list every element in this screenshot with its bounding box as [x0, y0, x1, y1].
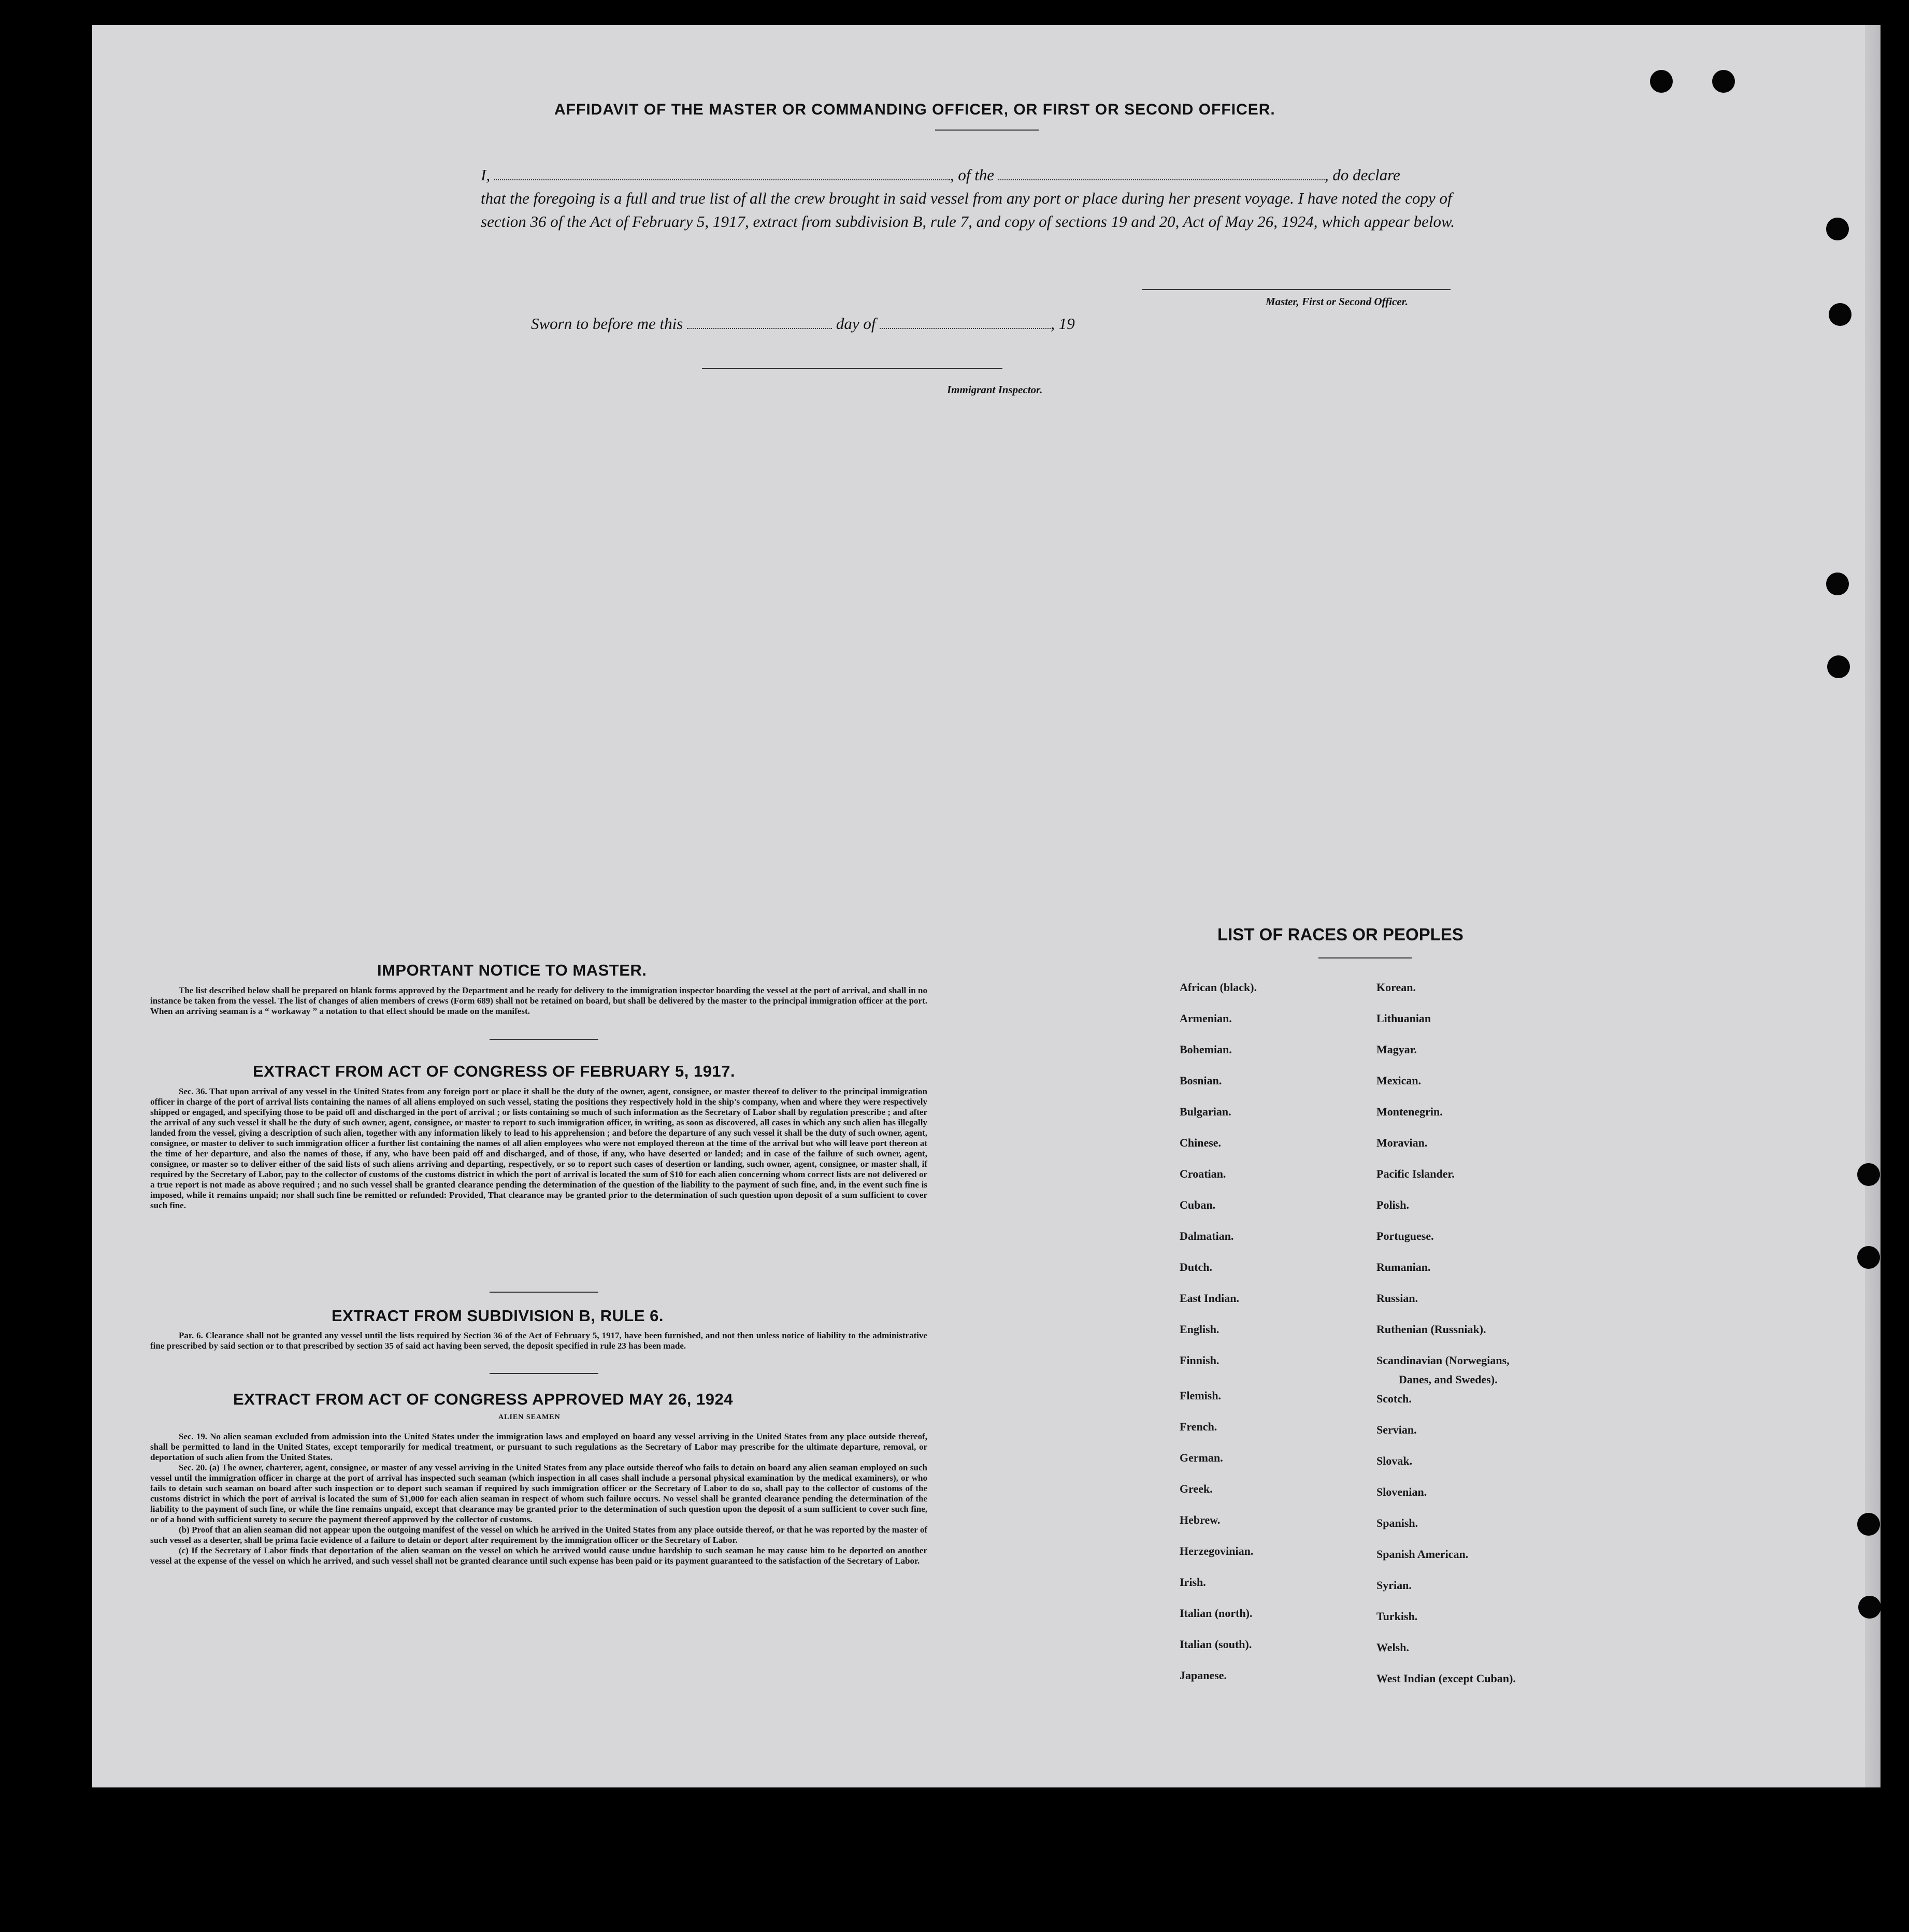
extract-rule6-text — [150, 1330, 927, 1351]
race-item: Bohemian. — [1180, 1043, 1232, 1056]
race-item: Mexican. — [1376, 1074, 1422, 1087]
punch-hole — [1712, 70, 1735, 93]
notice-paragraph: The list described below shall be prepared on blank forms approved by the Department and be ready for delivery to the immigration inspector boarding the vessel at the port of arrival, and shall in no instance be taken from the vessel. The list of changes of alien members of crews (Form 689) shall not be retained on board, but shall be delivered by the master to the principal immigration officer at the port. When an arriving seaman is a “ workaway ” a notation to that effect should be made on the manifest. — [150, 985, 927, 1016]
race-item: Armenian. — [1180, 1012, 1232, 1025]
name-blank[interactable] — [494, 165, 950, 180]
races-title-divider — [1318, 957, 1412, 958]
race-item: Syrian. — [1376, 1579, 1412, 1592]
title-divider — [935, 130, 1039, 131]
punch-hole — [1650, 70, 1673, 93]
race-item: Korean. — [1376, 981, 1416, 994]
race-item: East Indian. — [1180, 1292, 1239, 1305]
sec-19-paragraph: Sec. 19. No alien seaman excluded from admission into the United States under the immigration laws and employed on board any vessel arriving in the United States from any place outside thereof, shall be permitted to land in the United States, except temporarily for medical treatment, or pursuant to such regulations as the Secretary of Labor may prescribe for the ultimate departure, removal, or deportation of such alien from the United States. — [150, 1432, 927, 1462]
race-item: French. — [1180, 1420, 1217, 1433]
race-item: Rumanian. — [1376, 1261, 1431, 1273]
declaration-text: that the foregoing is a full and true list of all the crew brought in said vessel from any port or place during her present voyage. I have noted the copy of section 36 of the Act of February 5, 1917, extract from subdivision B, rule 7, and copy of sections 19 and 20, Act of May 26, 1924, which appear below. — [481, 189, 1455, 231]
race-item: Portuguese. — [1376, 1229, 1434, 1242]
extract-rule6-paragraph: Par. 6. Clearance shall not be granted any vessel until the lists required by Section 36 of the Act of February 5, 1917, have been furnished, and not then unless notice of liability to the administrative fine prescribed by said section or to that prescribed by section 35 of said act having been served, the deposit specified in rule 23 has been made. — [150, 1330, 927, 1351]
sworn-label: Sworn to before me this — [531, 314, 683, 333]
race-item: German. — [1180, 1451, 1223, 1464]
affidavit-title: AFFIDAVIT OF THE MASTER OR COMMANDING OFFICER, OR FIRST OR SECOND OFFICER. — [554, 101, 1275, 118]
notice-text — [150, 985, 927, 1017]
sworn-day-blank[interactable] — [687, 313, 832, 329]
sworn-month-blank[interactable] — [880, 313, 1051, 329]
extract-1924-title: EXTRACT FROM ACT OF CONGRESS APPROVED MAY 26, 1924 — [233, 1390, 733, 1408]
alien-seamen-subtitle: ALIEN SEAMEN — [498, 1413, 561, 1421]
extract-1924-text — [150, 1432, 927, 1566]
affidavit-declaration — [481, 163, 1491, 233]
race-item: Polish. — [1376, 1198, 1409, 1211]
race-item: Lithuanian — [1376, 1012, 1431, 1025]
race-item: Finnish. — [1180, 1354, 1219, 1367]
race-item: Bulgarian. — [1180, 1105, 1231, 1118]
sec-20a-paragraph: Sec. 20. (a) The owner, charterer, agent, consignee, or master of any vessel arriving in the United States from any place outside thereof who fails to detain on board any alien seaman employed on such vessel until the immigration officer in charge at the port of arrival has inspected such seaman (which inspection in all cases shall include a personal physical examination by the medical examiners), or who fails to detain such seaman on board after such inspection or to deport such seaman if required by such immigration officer or the Secretary of Labor to do so, shall pay to the collector of customs of the customs district in which the port of arrival is located the sum of $1,000 for each alien seaman in respect of whom such failure occurs. No vessel shall be granted clearance pending the determination of the liability to the payment of such fine, or while the fine remains unpaid, except that clearance may be granted prior to the determination of such question upon the deposit of a sum sufficient to cover such fine, or of a bond with sufficient surety to secure the payment thereof approved by the collector of customs. — [150, 1463, 927, 1524]
race-item: Welsh. — [1376, 1641, 1409, 1654]
race-item: Slovenian. — [1376, 1485, 1427, 1498]
race-item: Herzegovinian. — [1180, 1544, 1254, 1557]
race-item: Chinese. — [1180, 1136, 1222, 1149]
races-title: LIST OF RACES OR PEOPLES — [1217, 925, 1463, 944]
race-item: Ruthenian (Russniak). — [1376, 1323, 1486, 1336]
race-item: Cuban. — [1180, 1198, 1216, 1211]
race-item: Russian. — [1376, 1292, 1418, 1305]
i-label: I, — [481, 166, 491, 184]
race-item-continuation: Danes, and Swedes). — [1399, 1373, 1498, 1386]
extract-1917-paragraph: Sec. 36. That upon arrival of any vessel in the United States from any foreign port or place it shall be the duty of the owner, agent, consignee, or master thereof to deliver to the principal immigration officer in charge of the port of arrival lists containing the names of all aliens employed on such vessel, stating the positions they respectively hold in the ship's company, when and where they were respectively shipped or engaged, and specifying those to be paid off and discharged in the port of arrival ; or lists containing so much of such information as the Secretary of Labor shall by regulation prescribe ; and after the arrival of any such vessel it shall be the duty of such owner, agent, consignee, or master to report to such immigration officer, in writing, as soon as discovered, all cases in which any such alien has illegally landed from the vessel, giving a description of such alien, together with any information likely to lead to his apprehension ; and before the departure of any such vessel it shall be the duty of such owner, agent, consignee, or master to deliver to such immigration officer a further list containing the names of all alien employees who were not employed thereon at the time of the arrival but who will leave port thereon at the time of her departure, and also the names of those, if any, who have been paid off and discharged, and of those, if any, who have deserted or landed; and in case of the failure of such owner, agent, consignee, or master so to deliver either of the said lists of such aliens arriving and departing, respectively, or so to report such cases of desertion or landing, such owner, agent, consignee, or master shall, if required by the Secretary of Labor, pay to the collector of customs of the customs district in which the port of arrival is located the sum of $10 for each alien concerning whom correct lists are not delivered or a true report is not made as above required ; and no such vessel shall be granted clearance pending the determination of the question of the liability to the payment of such fine, and, in the event such fine is imposed, while it remains unpaid; nor shall such fine be remitted or refunded: Provided, That clearance may be granted prior to the determination of such question upon deposit of a sum sufficient to cover such fine. — [150, 1086, 927, 1210]
inspector-signature-line — [702, 368, 1002, 369]
race-item: Scandinavian (Norwegians, — [1376, 1354, 1510, 1367]
race-item: English. — [1180, 1323, 1219, 1336]
sworn-line — [531, 313, 1075, 333]
notice-title: IMPORTANT NOTICE TO MASTER. — [377, 961, 647, 979]
inspector-label: Immigrant Inspector. — [947, 383, 1043, 396]
race-item: Spanish. — [1376, 1516, 1418, 1529]
punch-hole — [1829, 303, 1851, 326]
punch-hole — [1826, 218, 1849, 240]
punch-hole — [1857, 1513, 1880, 1536]
race-item: Hebrew. — [1180, 1513, 1221, 1526]
master-signature-label: Master, First or Second Officer. — [1266, 295, 1408, 308]
vessel-blank[interactable] — [998, 165, 1325, 180]
race-item: Slovak. — [1376, 1454, 1413, 1467]
race-item: Moravian. — [1376, 1136, 1428, 1149]
race-item: Spanish American. — [1376, 1548, 1469, 1561]
race-item: Servian. — [1376, 1423, 1417, 1436]
race-item: West Indian (except Cuban). — [1376, 1672, 1516, 1685]
punch-hole — [1857, 1246, 1880, 1269]
race-item: Italian (north). — [1180, 1607, 1253, 1620]
race-item: Scotch. — [1376, 1392, 1412, 1405]
sec-20b-paragraph: (b) Proof that an alien seaman did not appear upon the outgoing manifest of the vessel on which he arrived in the United States from any place outside thereof, or that he was reported by the master of such vessel as a deserter, shall be prima facie evidence of a failure to detain or deport after requirement by the immigration officer or the Secretary of Labor. — [150, 1525, 927, 1545]
sec-20c-paragraph: (c) If the Secretary of Labor finds that deportation of the alien seaman on the vessel on which he arrived would cause undue hardship to such seaman he may cause him to be deported on another vessel at the expense of the vessel on which he arrived, and such vessel shall not be granted clearance until such expense has been paid or its payment guaranteed to the satisfaction of the Secretary of Labor. — [150, 1545, 927, 1566]
of-the-label: , of the — [950, 166, 995, 184]
punch-hole — [1827, 655, 1850, 678]
race-item: African (black). — [1180, 981, 1257, 994]
master-signature-line — [1142, 289, 1451, 290]
race-item: Italian (south). — [1180, 1638, 1252, 1651]
section-divider — [490, 1039, 598, 1040]
race-item: Dutch. — [1180, 1261, 1212, 1273]
race-item: Bosnian. — [1180, 1074, 1222, 1087]
race-item: Turkish. — [1376, 1610, 1418, 1623]
race-item: Dalmatian. — [1180, 1229, 1234, 1242]
section-divider — [490, 1292, 598, 1293]
race-item: Japanese. — [1180, 1669, 1227, 1682]
extract-rule6-title: EXTRACT FROM SUBDIVISION B, RULE 6. — [332, 1307, 664, 1325]
race-item: Montenegrin. — [1376, 1105, 1443, 1118]
race-item: Greek. — [1180, 1482, 1213, 1495]
extract-1917-text — [150, 1086, 927, 1211]
punch-hole — [1826, 573, 1849, 595]
punch-hole — [1857, 1163, 1880, 1186]
race-item: Magyar. — [1376, 1043, 1417, 1056]
extract-1917-title: EXTRACT FROM ACT OF CONGRESS OF FEBRUARY 5, 1917. — [253, 1062, 736, 1080]
year-label: , 19 — [1051, 314, 1075, 333]
day-of-label: day of — [836, 314, 876, 333]
punch-hole — [1858, 1596, 1881, 1619]
race-item: Flemish. — [1180, 1389, 1222, 1402]
race-item: Irish. — [1180, 1576, 1206, 1588]
race-item: Pacific Islander. — [1376, 1167, 1455, 1180]
race-item: Croatian. — [1180, 1167, 1226, 1180]
do-declare-label: , do declare — [1324, 166, 1400, 184]
section-divider — [490, 1373, 598, 1374]
